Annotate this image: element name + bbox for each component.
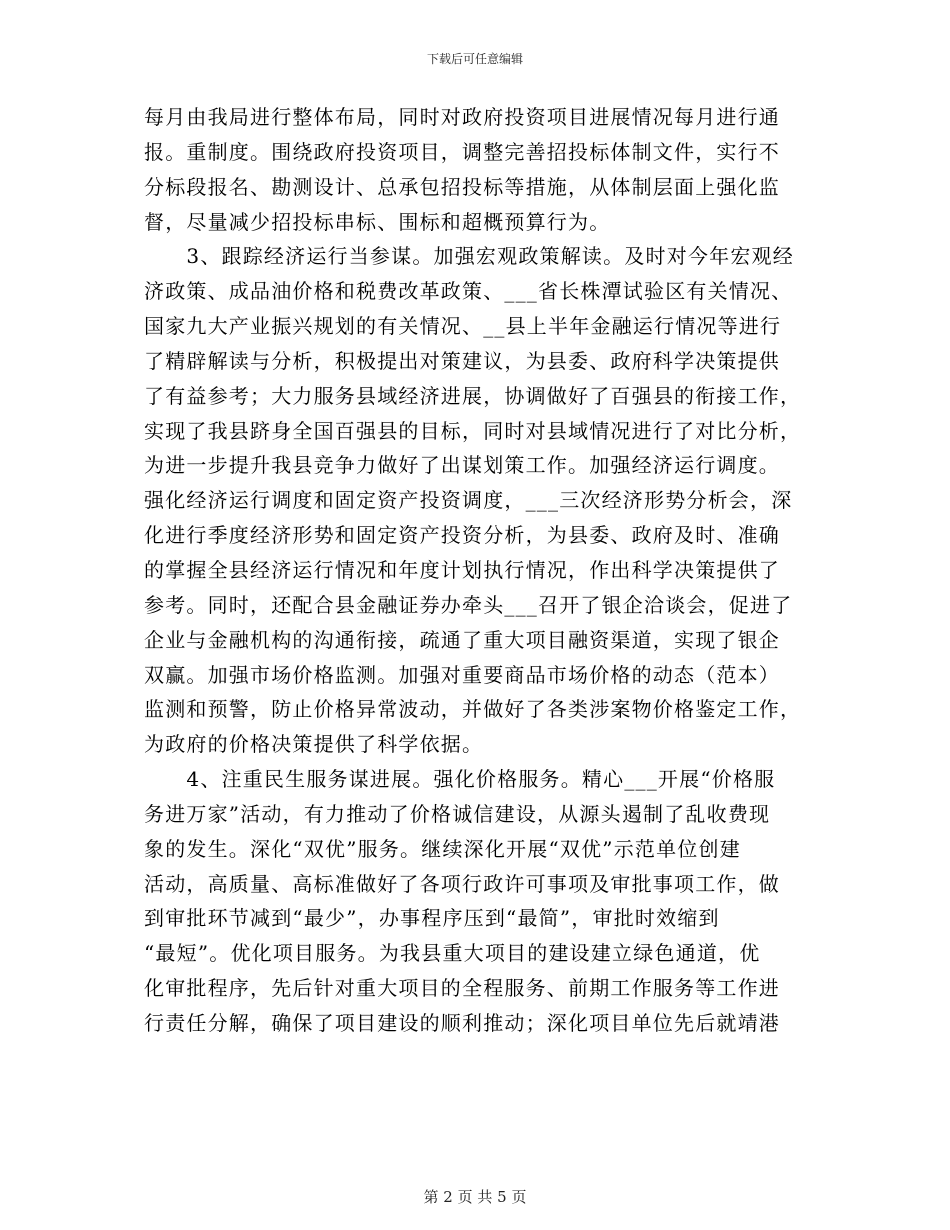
text-line: 企业与金融机构的沟通衔接，疏通了重大项目融资渠道，实现了银企 xyxy=(144,627,780,652)
text-line: 督，尽量减少招投标串标、围标和超概预算行为。 xyxy=(144,209,611,234)
text-line: 参考。同时，还配合县金融证券办牵头___召开了银企洽谈会，促进了 xyxy=(144,592,793,617)
text-line: 双赢。加强市场价格监测。加强对重要商品市场价格的动态（范本） xyxy=(144,662,780,687)
text-line: 报。重制度。围绕政府投资项目，调整完善招投标体制文件，实行不 xyxy=(144,139,780,164)
text-line: 象的发生。深化“双优”服务。继续深化开展“双优”示范单位创建 xyxy=(144,836,741,861)
text-line: 分标段报名、勘测设计、总承包招投标等措施，从体制层面上强化监 xyxy=(144,174,780,199)
paragraph xyxy=(144,100,804,239)
header-note: 下载后可任意编辑 xyxy=(426,52,523,66)
text-line: 了有益参考；大力服务县域经济进展，协调做好了百强县的衔接工作， xyxy=(144,383,802,408)
text-line: 为政府的价格决策提供了科学依据。 xyxy=(144,732,484,757)
text-line: 为进一步提升我县竞争力做好了出谋划策工作。加强经济运行调度。 xyxy=(144,453,780,478)
text-line: 每月由我局进行整体布局，同时对政府投资项目进展情况每月进行通 xyxy=(144,105,780,129)
paragraph xyxy=(144,239,804,762)
text-line: 实现了我县跻身全国百强县的目标，同时对县域情况进行了对比分析， xyxy=(144,418,802,443)
paragraph xyxy=(144,762,804,1041)
document-body xyxy=(144,100,804,1041)
text-line: 的掌握全县经济运行情况和年度计划执行情况，作出科学决策提供了 xyxy=(144,557,780,582)
text-line: 监测和预警，防止价格异常波动，并做好了各类涉案物价格鉴定工作， xyxy=(144,697,802,722)
text-line: 3、跟踪经济运行当参谋。加强宏观政策解读。及时对今年宏观经 xyxy=(144,244,794,269)
text-line: 化进行季度经济形势和固定资产投资分析，为县委、政府及时、准确 xyxy=(144,523,780,548)
page-number: 第 2 页 共 5 页 xyxy=(423,1188,527,1206)
text-line: 化审批程序，先后针对重大项目的全程服务、前期工作服务等工作进 xyxy=(144,976,780,1001)
text-line: “最短”。优化项目服务。为我县重大项目的建设建立绿色通道，优 xyxy=(144,941,761,966)
text-line: 强化经济运行调度和固定资产投资调度，___三次经济形势分析会，深 xyxy=(144,488,793,513)
text-line: 济政策、成品油价格和税费改革政策、___省长株潭试验区有关情况、 xyxy=(144,279,793,304)
text-line: 4、注重民生服务谋进展。强化价格服务。精心___开展“价格服 xyxy=(144,767,776,792)
text-line: 活动，高质量、高标准做好了各项行政许可事项及审批事项工作，做 xyxy=(144,871,780,896)
text-line: 到审批环节减到“最少”，办事程序压到“最简”，审批时效缩到 xyxy=(144,906,720,931)
text-line: 了精辟解读与分析，积极提出对策建议，为县委、政府科学决策提供 xyxy=(144,348,780,373)
text-line: 行责任分解，确保了项目建设的顺利推动；深化项目单位先后就靖港 xyxy=(144,1010,780,1035)
text-line: 务进万家”活动，有力推动了价格诚信建设，从源头遏制了乱收费现 xyxy=(144,801,771,826)
text-line: 国家九大产业振兴规划的有关情况、__县上半年金融运行情况等进行 xyxy=(144,314,782,339)
